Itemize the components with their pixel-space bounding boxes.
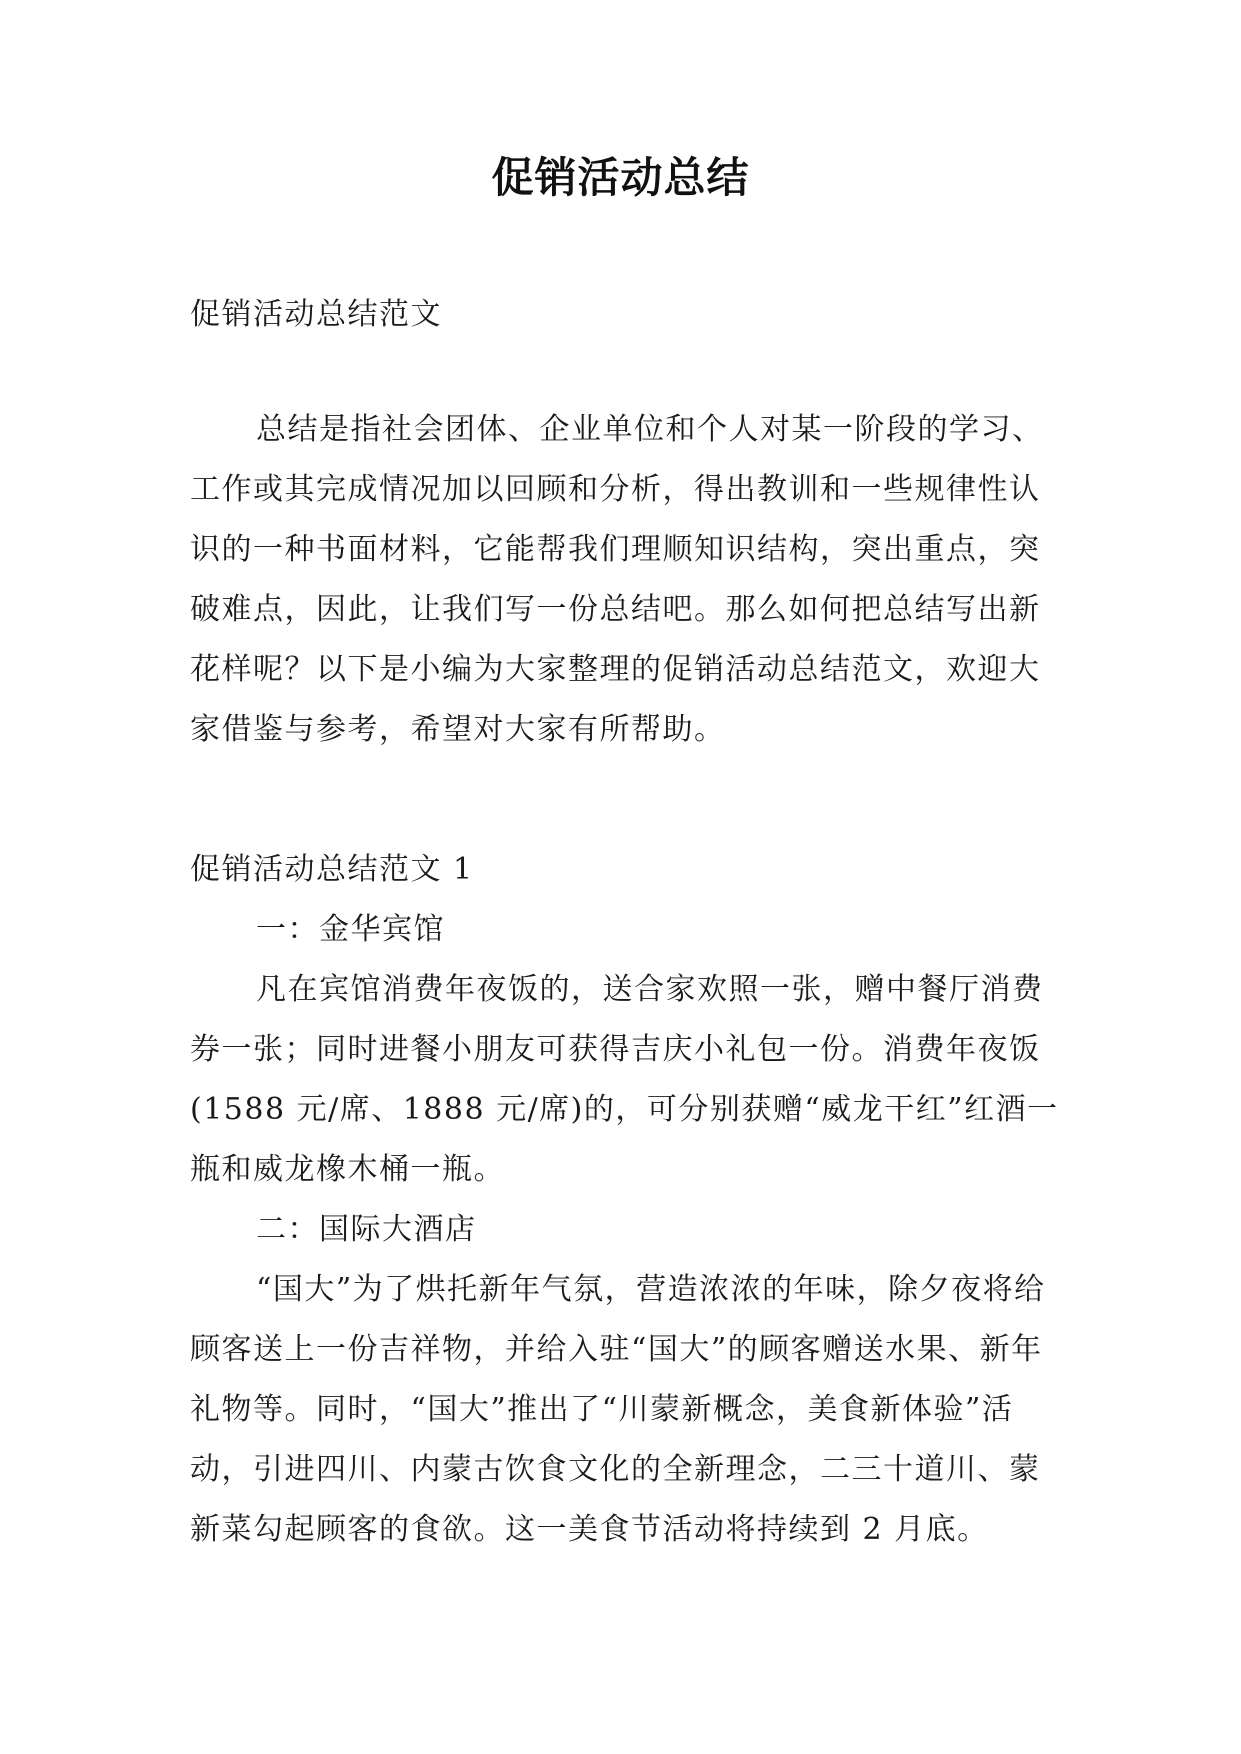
intro-paragraph: 总结是指社会团体、企业单位和个人对某一阶段的学习、工作或其完成情况加以回顾和分析，得出教训和一些规律性认识的一种书面材料，它能帮我们理顺知识结构，突出重点，突破难点，因此，让我们写一份总结吧。那么如何把总结写出新花样呢？以下是小编为大家整理的促销活动总结范文，欢迎大家借鉴与参考，希望对大家有所帮助。 <box>190 412 1044 747</box>
intro-section <box>190 400 1070 760</box>
item-heading-jinhua-hotel: 一：金华宾馆 <box>256 912 445 947</box>
document-title: 促销活动总结 <box>491 153 750 202</box>
item-paragraph-international-hotel: “国大”为了烘托新年气氛，营造浓浓的年味，除夕夜将给顾客送上一份吉祥物，并给入驻“国大”的顾客赠送水果、新年礼物等。同时，“国大”推出了“川蒙新概念，美食新体验”活动，引进四川、内蒙古饮食文化的全新理念，二三十道川、蒙新菜勾起顾客的食欲。这一美食节活动将持续到 2 月底。 <box>190 1272 1046 1547</box>
item-heading-international-hotel: 二：国际大酒店 <box>256 1212 477 1247</box>
item-paragraph-jinhua-hotel: 凡在宾馆消费年夜饭的，送合家欢照一张，赠中餐厅消费券一张；同时进餐小朋友可获得吉庆小礼包一份。消费年夜饭(1588 元/席、1888 元/席)的，可分别获赠“威龙干红”红酒一瓶和威龙橡木桶一瓶。 <box>190 972 1059 1187</box>
section-body <box>190 900 1070 1560</box>
document-subtitle: 促销活动总结范文 <box>190 297 442 332</box>
section-heading: 促销活动总结范文 1 <box>190 852 474 887</box>
